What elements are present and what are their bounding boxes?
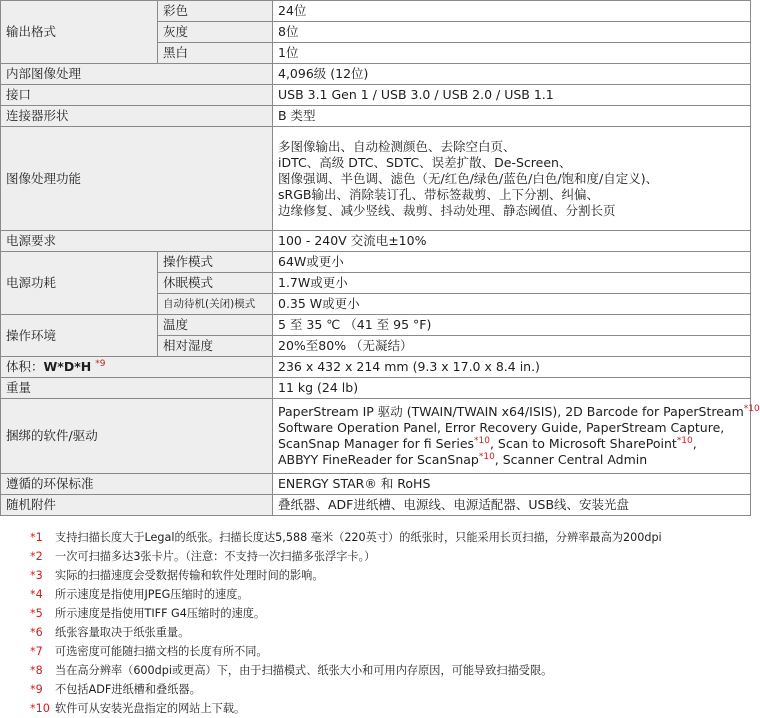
spec-value: 5 至 35 ℃ （41 至 95 °F) — [273, 315, 751, 336]
spec-value-line: sRGB输出、消除装订孔、带标签裁剪、上下分割、纠偏、 — [278, 186, 599, 202]
spec-value-line: iDTC、高级 DTC、SDTC、误差扩散、De-Screen、 — [278, 154, 572, 170]
footnote-text: 软件可从安装光盘指定的网站上下载。 — [55, 702, 246, 715]
spec-value: 4,096级 (12位) — [273, 64, 751, 85]
spec-value: 1位 — [273, 43, 751, 64]
footnote — [30, 528, 750, 547]
footnote-text: 实际的扫描速度会受数据传输和软件处理时间的影响。 — [55, 569, 324, 582]
software-line — [278, 403, 760, 420]
spec-value: 0.35 W或更小 — [273, 294, 751, 315]
software-text: , Scan to Microsoft SharePoint — [489, 436, 677, 451]
footnote-mark: *9 — [95, 358, 106, 369]
spec-sublabel: 灰度 — [158, 22, 273, 43]
software-line — [278, 436, 750, 452]
footnote-mark: *5 — [30, 607, 43, 620]
footnote-text: 所示速度是指使用TIFF G4压缩时的速度。 — [55, 607, 266, 620]
spec-label: 图像处理功能 — [1, 127, 273, 231]
spec-sublabel: 相对湿度 — [158, 336, 273, 357]
footnote-mark: *10 — [474, 435, 490, 446]
spec-value: 8位 — [273, 22, 751, 43]
footnote-mark: *8 — [30, 664, 43, 677]
software-line — [278, 452, 750, 468]
volume-label: 体积： — [6, 359, 44, 374]
spec-sublabel: 自动待机(关闭)模式 — [158, 294, 273, 315]
footnote-mark: *6 — [30, 626, 43, 639]
spec-label: 捆绑的软件/驱动 — [1, 399, 273, 474]
spec-value: 20%至80% （无凝结） — [273, 336, 751, 357]
footnote — [30, 661, 750, 680]
spec-value: 236 x 432 x 214 mm (9.3 x 17.0 x 8.4 in.) — [273, 357, 751, 378]
software-text: , — [692, 436, 697, 451]
footnote — [30, 566, 750, 585]
spec-label: 操作环境 — [1, 315, 158, 357]
software-text: PaperStream IP 驱动 (TWAIN/TWAIN x64/ISIS), 2D Barcode for PaperStream — [278, 404, 744, 419]
footnote-mark: *7 — [30, 645, 43, 658]
spec-value-line: 边缘修复、减少竖线、裁剪、抖动处理、静态阈值、分割长页 — [278, 202, 616, 218]
spec-row — [1, 85, 751, 106]
footnote — [30, 623, 750, 642]
spec-value: USB 3.1 Gen 1 / USB 3.0 / USB 2.0 / USB 1.1 — [273, 85, 751, 106]
spec-row — [1, 357, 751, 378]
spec-row — [1, 127, 751, 231]
spec-row — [1, 495, 751, 516]
footnote-text: 一次可扫描多达3张卡片。（注意：不支持一次扫描多张浮字卡。） — [55, 550, 376, 563]
spec-label: 重量 — [1, 378, 273, 399]
spec-label: 连接器形状 — [1, 106, 273, 127]
spec-row — [1, 252, 751, 273]
footnote-mark: *3 — [30, 569, 43, 582]
spec-label: 随机附件 — [1, 495, 273, 516]
spec-row — [1, 378, 751, 399]
footnote-text: 支持扫描长度大于Legal的纸张。扫描长度达5,588 毫米（220英寸）的纸张时，只能采用长页扫描，分辨率最高为200dpi — [55, 531, 662, 544]
spec-row — [1, 474, 751, 495]
footnotes — [30, 528, 750, 718]
footnote — [30, 699, 750, 718]
spec-value: 24位 — [273, 1, 751, 22]
spec-label: 接口 — [1, 85, 273, 106]
spec-value: 叠纸器、ADF进纸槽、电源线、电源适配器、USB线、安装光盘 — [273, 495, 751, 516]
spec-value: 64W或更小 — [273, 252, 751, 273]
footnote — [30, 585, 750, 604]
software-text: , Scanner Central Admin — [494, 452, 648, 467]
footnote — [30, 642, 750, 661]
software-line: Software Operation Panel, Error Recovery Guide, PaperStream Capture, — [278, 420, 725, 435]
footnote-mark: *10 — [743, 403, 760, 414]
footnote-text: 可选密度可能随扫描文档的长度有所不同。 — [55, 645, 268, 658]
spec-value: 11 kg (24 lb) — [273, 378, 751, 399]
spec-label: 电源功耗 — [1, 252, 158, 315]
software-text: ScanSnap Manager for fi Series — [278, 436, 475, 451]
spec-sublabel: 休眠模式 — [158, 273, 273, 294]
footnote-mark: *10 — [478, 451, 495, 462]
footnote-text: 所示速度是指使用JPEG压缩时的速度。 — [55, 588, 249, 601]
spec-sublabel: 彩色 — [158, 1, 273, 22]
spec-row — [1, 1, 751, 22]
footnote-text: 纸张容量取决于纸张重量。 — [55, 626, 190, 639]
spec-value: 1.7W或更小 — [273, 273, 751, 294]
spec-row — [1, 399, 751, 474]
spec-row — [1, 106, 751, 127]
spec-value: 100 - 240V 交流电±10% — [273, 231, 751, 252]
spec-value-line: 多图像输出、自动检测颜色、去除空白页、 — [278, 138, 516, 154]
spec-value — [273, 127, 751, 231]
spec-value: ENERGY STAR® 和 RoHS — [273, 474, 751, 495]
spec-value — [273, 399, 760, 474]
spec-sublabel: 温度 — [158, 315, 273, 336]
spec-row — [1, 315, 751, 336]
software-text: ABBYY FineReader for ScanSnap — [278, 452, 479, 467]
spec-label: 输出格式 — [1, 1, 158, 64]
spec-sublabel: 操作模式 — [158, 252, 273, 273]
volume-label-dims: W*D*H — [43, 359, 92, 374]
spec-label: 内部图像处理 — [1, 64, 273, 85]
footnote — [30, 680, 750, 699]
footnote-text: 不包括ADF进纸槽和叠纸器。 — [55, 683, 201, 696]
footnote-mark: *9 — [30, 683, 43, 696]
spec-label: 遵循的环保标准 — [1, 474, 273, 495]
footnote — [30, 604, 750, 623]
footnote-mark: *2 — [30, 550, 43, 563]
footnote-text: 当在高分辨率（600dpi或更高）下，由于扫描模式、纸张大小和可用内存原因，可能导致扫描受限。 — [55, 664, 553, 677]
spec-value-line: 图像强调、半色调、滤色（无/红色/绿色/蓝色/白色/饱和度/自定义)、 — [278, 170, 659, 186]
footnote-mark: *10 — [676, 435, 693, 446]
spec-row — [1, 231, 751, 252]
footnote-mark: *1 — [30, 531, 43, 544]
spec-value: B 类型 — [273, 106, 751, 127]
footnote-mark: *4 — [30, 588, 43, 601]
spec-row — [1, 64, 751, 85]
spec-label: 电源要求 — [1, 231, 273, 252]
footnote — [30, 547, 750, 566]
footnote-mark: *10 — [30, 702, 50, 715]
spec-label — [1, 357, 273, 378]
spec-sublabel: 黑白 — [158, 43, 273, 64]
